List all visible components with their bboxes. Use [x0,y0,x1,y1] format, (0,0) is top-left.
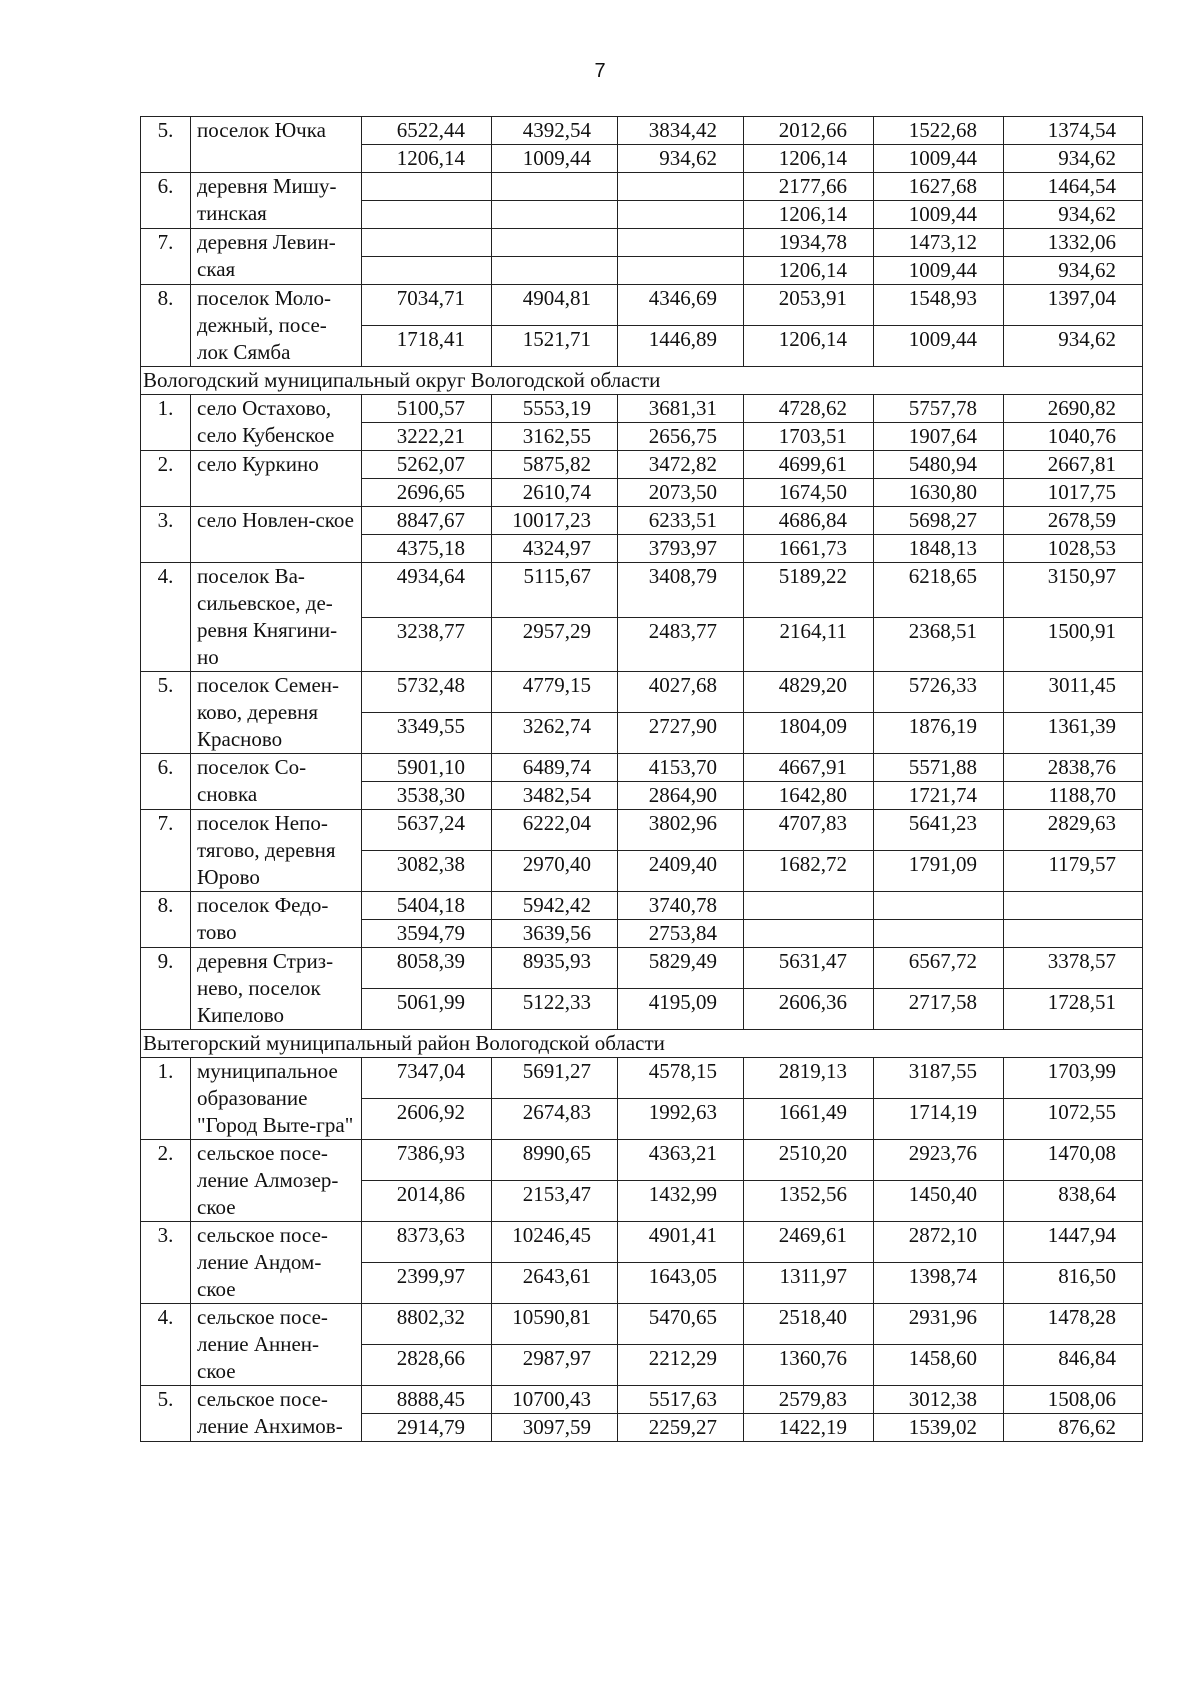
value-cell: 5732,48 [362,672,492,713]
value-cell: 5637,24 [362,810,492,851]
value-cell: 4392,54 [492,117,618,145]
table-row [141,1222,1143,1263]
row-number: 9. [141,948,191,1030]
value-cell: 4578,15 [618,1058,744,1099]
value-cell: 5100,57 [362,395,492,423]
value-cell: 934,62 [1004,145,1143,173]
value-cell: 3162,55 [492,423,618,451]
value-cell: 2610,74 [492,479,618,507]
value-cell: 2717,58 [874,989,1004,1030]
value-cell: 6222,04 [492,810,618,851]
value-cell: 1721,74 [874,782,1004,810]
value-cell: 1703,99 [1004,1058,1143,1099]
settlement-name: поселок Ючка [191,117,362,173]
section-header-row [141,1030,1143,1058]
value-cell: 3482,54 [492,782,618,810]
value-cell: 4686,84 [744,507,874,535]
value-cell: 1548,93 [874,285,1004,326]
value-cell: 1703,51 [744,423,874,451]
value-cell: 1470,08 [1004,1140,1143,1181]
value-cell: 1361,39 [1004,713,1143,754]
value-cell: 3222,21 [362,423,492,451]
settlement-name: поселок Моло-дежный, посе-лок Сямба [191,285,362,367]
value-cell: 4027,68 [618,672,744,713]
value-cell: 6489,74 [492,754,618,782]
value-cell: 3408,79 [618,563,744,618]
value-cell: 5470,65 [618,1304,744,1345]
value-cell: 934,62 [618,145,744,173]
value-cell: 1674,50 [744,479,874,507]
row-number: 5. [141,117,191,173]
tariff-table-container [140,116,1142,1442]
value-cell: 8847,67 [362,507,492,535]
value-cell: 5698,27 [874,507,1004,535]
value-cell: 2153,47 [492,1181,618,1222]
value-cell [362,201,492,229]
value-cell [362,229,492,257]
value-cell: 6218,65 [874,563,1004,618]
value-cell: 5480,94 [874,451,1004,479]
value-cell: 4667,91 [744,754,874,782]
value-cell: 5122,33 [492,989,618,1030]
value-cell: 1718,41 [362,326,492,367]
value-cell: 1422,19 [744,1414,874,1442]
value-cell: 3097,59 [492,1414,618,1442]
value-cell: 876,62 [1004,1414,1143,1442]
value-cell: 2872,10 [874,1222,1004,1263]
value-cell: 934,62 [1004,326,1143,367]
value-cell: 7347,04 [362,1058,492,1099]
value-cell: 1446,89 [618,326,744,367]
value-cell: 1627,68 [874,173,1004,201]
value-cell: 1907,64 [874,423,1004,451]
value-cell: 2643,61 [492,1263,618,1304]
value-cell: 2073,50 [618,479,744,507]
settlement-name: сельское посе-ление Анхимов- [191,1386,362,1442]
value-cell: 4901,41 [618,1222,744,1263]
row-number: 6. [141,173,191,229]
table-row [141,892,1143,920]
value-cell: 3740,78 [618,892,744,920]
value-cell: 2483,77 [618,617,744,672]
value-cell: 1682,72 [744,851,874,892]
value-cell: 2053,91 [744,285,874,326]
value-cell: 2678,59 [1004,507,1143,535]
value-cell: 5262,07 [362,451,492,479]
value-cell: 8888,45 [362,1386,492,1414]
table-row [141,451,1143,479]
settlement-name: сельское посе-ление Аннен-ское [191,1304,362,1386]
value-cell: 1876,19 [874,713,1004,754]
value-cell: 934,62 [1004,201,1143,229]
value-cell: 2987,97 [492,1345,618,1386]
value-cell: 2696,65 [362,479,492,507]
value-cell: 1311,97 [744,1263,874,1304]
value-cell: 2753,84 [618,920,744,948]
value-cell: 4375,18 [362,535,492,563]
value-cell: 3238,77 [362,617,492,672]
value-cell [744,892,874,920]
value-cell: 1360,76 [744,1345,874,1386]
value-cell: 1009,44 [874,145,1004,173]
value-cell: 2014,86 [362,1181,492,1222]
value-cell: 4779,15 [492,672,618,713]
value-cell: 2838,76 [1004,754,1143,782]
row-number: 5. [141,1386,191,1442]
table-row [141,395,1143,423]
value-cell: 2177,66 [744,173,874,201]
value-cell [492,257,618,285]
value-cell: 846,84 [1004,1345,1143,1386]
value-cell: 3012,38 [874,1386,1004,1414]
table-row [141,117,1143,145]
value-cell [362,173,492,201]
value-cell: 2727,90 [618,713,744,754]
row-number: 2. [141,1140,191,1222]
value-cell [362,257,492,285]
value-cell: 2970,40 [492,851,618,892]
value-cell: 1397,04 [1004,285,1143,326]
value-cell [492,173,618,201]
value-cell: 5726,33 [874,672,1004,713]
settlement-name: сельское посе-ление Андом-ское [191,1222,362,1304]
value-cell: 1040,76 [1004,423,1143,451]
value-cell: 1642,80 [744,782,874,810]
value-cell: 1398,74 [874,1263,1004,1304]
value-cell: 5571,88 [874,754,1004,782]
row-number: 3. [141,1222,191,1304]
value-cell [618,173,744,201]
row-number: 4. [141,1304,191,1386]
value-cell: 2656,75 [618,423,744,451]
value-cell: 1188,70 [1004,782,1143,810]
value-cell: 8373,63 [362,1222,492,1263]
value-cell: 5691,27 [492,1058,618,1099]
value-cell: 5641,23 [874,810,1004,851]
value-cell: 1791,09 [874,851,1004,892]
value-cell: 1473,12 [874,229,1004,257]
value-cell: 3802,96 [618,810,744,851]
row-number: 8. [141,892,191,948]
section-title: Вологодский муниципальный округ Вологодской области [141,367,1143,395]
value-cell: 3187,55 [874,1058,1004,1099]
section-header-row [141,367,1143,395]
value-cell: 1009,44 [874,326,1004,367]
value-cell: 1643,05 [618,1263,744,1304]
table-row [141,229,1143,257]
value-cell: 2164,11 [744,617,874,672]
value-cell: 2914,79 [362,1414,492,1442]
table-row [141,173,1143,201]
table-row [141,810,1143,851]
value-cell: 5942,42 [492,892,618,920]
value-cell: 2409,40 [618,851,744,892]
value-cell: 1714,19 [874,1099,1004,1140]
value-cell [492,201,618,229]
value-cell: 8935,93 [492,948,618,989]
value-cell: 1352,56 [744,1181,874,1222]
value-cell: 2690,82 [1004,395,1143,423]
value-cell: 3150,97 [1004,563,1143,618]
value-cell: 1009,44 [492,145,618,173]
value-cell: 4346,69 [618,285,744,326]
value-cell [874,892,1004,920]
value-cell: 934,62 [1004,257,1143,285]
value-cell: 1630,80 [874,479,1004,507]
table-row [141,1058,1143,1099]
value-cell: 1661,73 [744,535,874,563]
value-cell: 2667,81 [1004,451,1143,479]
value-cell: 5115,67 [492,563,618,618]
value-cell: 4195,09 [618,989,744,1030]
value-cell: 1521,71 [492,326,618,367]
row-number: 6. [141,754,191,810]
value-cell: 2212,29 [618,1345,744,1386]
value-cell: 3681,31 [618,395,744,423]
value-cell: 1934,78 [744,229,874,257]
table-row [141,1140,1143,1181]
value-cell: 1206,14 [362,145,492,173]
settlement-name: поселок Ва-сильевское, де-ревня Княгини-но [191,563,362,672]
value-cell: 2368,51 [874,617,1004,672]
value-cell: 838,64 [1004,1181,1143,1222]
value-cell: 1522,68 [874,117,1004,145]
value-cell: 5517,63 [618,1386,744,1414]
value-cell: 2828,66 [362,1345,492,1386]
page-number: 7 [594,60,606,82]
value-cell: 2819,13 [744,1058,874,1099]
value-cell: 2606,36 [744,989,874,1030]
value-cell: 5189,22 [744,563,874,618]
value-cell [874,920,1004,948]
value-cell: 5875,82 [492,451,618,479]
value-cell [618,257,744,285]
value-cell: 2674,83 [492,1099,618,1140]
tariff-table [140,116,1143,1442]
settlement-name: село Остахово, село Кубенское [191,395,362,451]
value-cell: 2579,83 [744,1386,874,1414]
table-row [141,754,1143,782]
settlement-name: село Новлен-ское [191,507,362,563]
settlement-name: сельское посе-ление Алмозер-ское [191,1140,362,1222]
value-cell: 1017,75 [1004,479,1143,507]
value-cell: 1661,49 [744,1099,874,1140]
settlement-name: поселок Семен-ково, деревня Красново [191,672,362,754]
row-number: 8. [141,285,191,367]
table-row [141,563,1143,618]
value-cell: 2469,61 [744,1222,874,1263]
value-cell [618,229,744,257]
value-cell: 7386,93 [362,1140,492,1181]
section-title: Вытегорский муниципальный район Вологодской области [141,1030,1143,1058]
value-cell: 4707,83 [744,810,874,851]
value-cell: 3594,79 [362,920,492,948]
value-cell: 3639,56 [492,920,618,948]
value-cell: 1028,53 [1004,535,1143,563]
value-cell: 4904,81 [492,285,618,326]
value-cell: 1478,28 [1004,1304,1143,1345]
value-cell: 3011,45 [1004,672,1143,713]
settlement-name: деревня Левин-ская [191,229,362,285]
value-cell: 2606,92 [362,1099,492,1140]
value-cell: 3834,42 [618,117,744,145]
value-cell: 4699,61 [744,451,874,479]
value-cell: 5404,18 [362,892,492,920]
value-cell: 1804,09 [744,713,874,754]
value-cell: 6233,51 [618,507,744,535]
value-cell: 4153,70 [618,754,744,782]
row-number: 7. [141,810,191,892]
value-cell [618,201,744,229]
value-cell: 1464,54 [1004,173,1143,201]
row-number: 7. [141,229,191,285]
value-cell: 1447,94 [1004,1222,1143,1263]
value-cell: 1432,99 [618,1181,744,1222]
value-cell: 1992,63 [618,1099,744,1140]
value-cell: 1539,02 [874,1414,1004,1442]
table-row [141,672,1143,713]
value-cell: 3082,38 [362,851,492,892]
value-cell: 2510,20 [744,1140,874,1181]
table-row [141,1304,1143,1345]
value-cell [1004,892,1143,920]
value-cell: 6522,44 [362,117,492,145]
value-cell: 1206,14 [744,201,874,229]
value-cell [744,920,874,948]
value-cell: 2923,76 [874,1140,1004,1181]
settlement-name: поселок Непо-тягово, деревня Юрово [191,810,362,892]
value-cell: 3472,82 [618,451,744,479]
value-cell: 1206,14 [744,257,874,285]
value-cell: 1848,13 [874,535,1004,563]
row-number: 3. [141,507,191,563]
value-cell: 3349,55 [362,713,492,754]
settlement-name: деревня Стриз-нево, поселок Кипелово [191,948,362,1030]
value-cell [1004,920,1143,948]
value-cell: 4324,97 [492,535,618,563]
value-cell: 5901,10 [362,754,492,782]
value-cell: 2012,66 [744,117,874,145]
value-cell: 2829,63 [1004,810,1143,851]
value-cell: 10246,45 [492,1222,618,1263]
value-cell: 10017,23 [492,507,618,535]
value-cell: 6567,72 [874,948,1004,989]
value-cell: 5061,99 [362,989,492,1030]
value-cell: 8058,39 [362,948,492,989]
value-cell: 3793,97 [618,535,744,563]
row-number: 1. [141,395,191,451]
value-cell: 4934,64 [362,563,492,618]
value-cell: 5829,49 [618,948,744,989]
value-cell: 1374,54 [1004,117,1143,145]
value-cell: 1450,40 [874,1181,1004,1222]
settlement-name: деревня Мишу-тинская [191,173,362,229]
value-cell: 1332,06 [1004,229,1143,257]
value-cell: 1179,57 [1004,851,1143,892]
table-row [141,285,1143,326]
value-cell: 3378,57 [1004,948,1143,989]
value-cell: 8802,32 [362,1304,492,1345]
value-cell: 816,50 [1004,1263,1143,1304]
row-number: 5. [141,672,191,754]
settlement-name: поселок Федо-тово [191,892,362,948]
value-cell: 1508,06 [1004,1386,1143,1414]
value-cell: 2864,90 [618,782,744,810]
value-cell: 1206,14 [744,326,874,367]
value-cell: 4728,62 [744,395,874,423]
value-cell: 4829,20 [744,672,874,713]
table-row [141,507,1143,535]
value-cell: 1206,14 [744,145,874,173]
settlement-name: муниципальное образование "Город Выте-гра" [191,1058,362,1140]
row-number: 1. [141,1058,191,1140]
value-cell: 7034,71 [362,285,492,326]
value-cell: 8990,65 [492,1140,618,1181]
table-row [141,948,1143,989]
value-cell: 1458,60 [874,1345,1004,1386]
value-cell: 5553,19 [492,395,618,423]
settlement-name: село Куркино [191,451,362,507]
value-cell: 5631,47 [744,948,874,989]
value-cell: 3538,30 [362,782,492,810]
value-cell: 5757,78 [874,395,1004,423]
value-cell: 2259,27 [618,1414,744,1442]
value-cell [492,229,618,257]
value-cell: 1072,55 [1004,1099,1143,1140]
settlement-name: поселок Со-сновка [191,754,362,810]
table-row [141,1386,1143,1414]
value-cell: 1009,44 [874,201,1004,229]
value-cell: 10590,81 [492,1304,618,1345]
value-cell: 1500,91 [1004,617,1143,672]
value-cell: 2399,97 [362,1263,492,1304]
row-number: 2. [141,451,191,507]
value-cell: 1009,44 [874,257,1004,285]
value-cell: 2931,96 [874,1304,1004,1345]
value-cell: 4363,21 [618,1140,744,1181]
value-cell: 3262,74 [492,713,618,754]
value-cell: 2518,40 [744,1304,874,1345]
value-cell: 2957,29 [492,617,618,672]
value-cell: 1728,51 [1004,989,1143,1030]
value-cell: 10700,43 [492,1386,618,1414]
row-number: 4. [141,563,191,672]
